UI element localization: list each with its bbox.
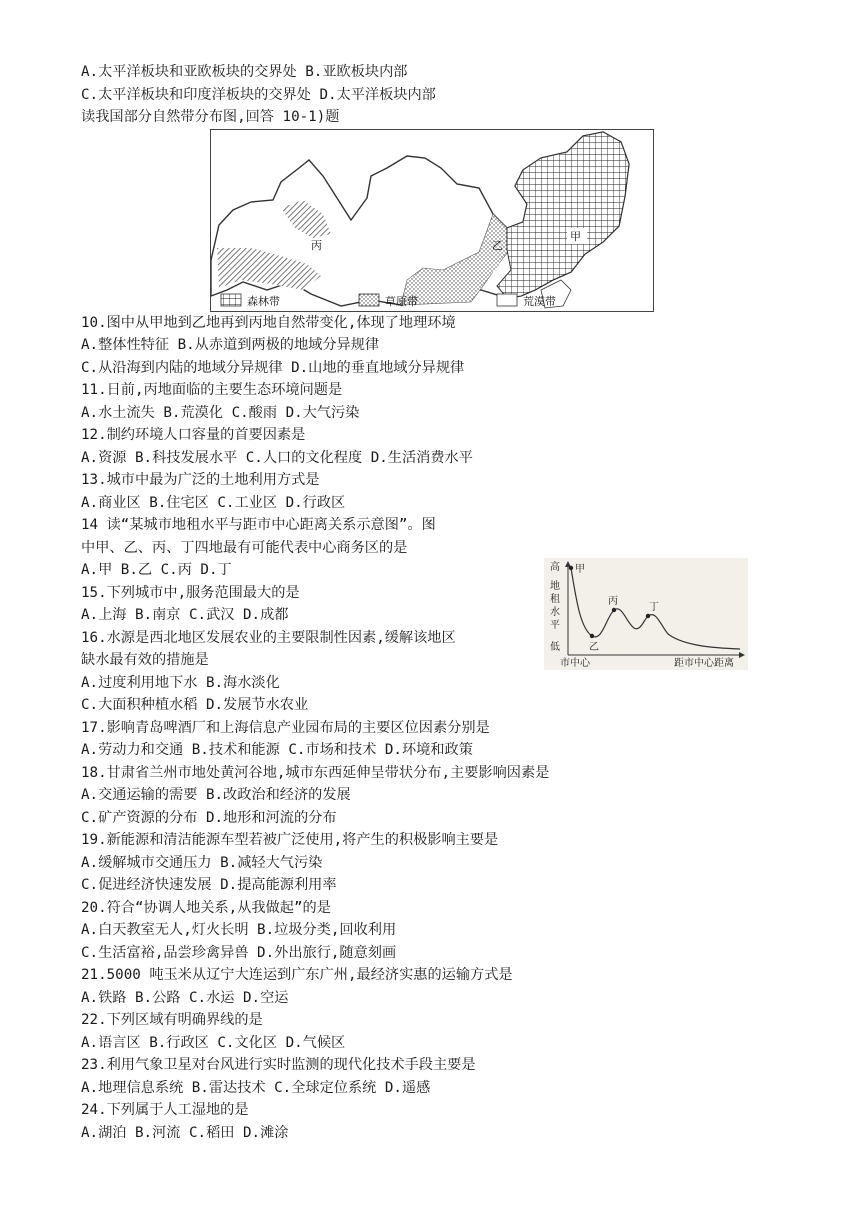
text-line: A.整体性特征 B.从赤道到两极的地域分异规律 (81, 337, 380, 353)
y-title-char: 租 (550, 594, 560, 605)
point-ding-label: 丁 (649, 602, 659, 613)
text-line: 14 读“某城市地租水平与距市中心距离关系示意图”。图 (81, 517, 436, 533)
text-line: 读我国部分自然带分布图,回答 10-1)题 (81, 109, 340, 125)
text-line: 缺水最有效的措施是 (81, 652, 209, 668)
text-line: A.过度利用地下水 B.海水淡化 (81, 675, 280, 691)
label-jia: 甲 (570, 230, 581, 243)
y-low-label: 低 (550, 642, 560, 653)
point-jia (569, 566, 573, 570)
text-line: C.大面积种植水稻 D.发展节水农业 (81, 697, 309, 713)
point-jia-label: 甲 (575, 564, 585, 575)
text-line: 22.下列区域有明确界线的是 (81, 1012, 263, 1028)
x-end-label: 距市中心距离 (674, 658, 734, 669)
text-line: 16.水源是西北地区发展农业的主要限制性因素,缓解该地区 (81, 630, 456, 646)
text-line: 15.下列城市中,服务范围最大的是 (81, 585, 300, 601)
text-line: A.上海 B.南京 C.武汉 D.成都 (81, 607, 289, 623)
map-legend (221, 294, 556, 308)
legend-desert: 荒漠带 (523, 295, 556, 308)
land-rent-diagram (544, 558, 748, 670)
text-line: A.劳动力和交通 B.技术和能源 C.市场和技术 D.环境和政策 (81, 742, 473, 758)
text-line: A.地理信息系统 B.雷达技术 C.全球定位系统 D.遥感 (81, 1080, 431, 1096)
point-ding (646, 614, 650, 618)
text-line: A.资源 B.科技发展水平 C.人口的文化程度 D.生活消费水平 (81, 450, 473, 466)
text-line: A.语言区 B.行政区 C.文化区 D.气候区 (81, 1035, 346, 1051)
text-line: A.铁路 B.公路 C.水运 D.空运 (81, 990, 289, 1006)
point-yi (590, 634, 594, 638)
text-line: 11.日前,丙地面临的主要生态环境问题是 (81, 382, 343, 398)
text-line: 17.影响青岛啤酒厂和上海信息产业园布局的主要区位因素分别是 (81, 720, 490, 736)
text-line: C.生活富裕,品尝珍禽异兽 D.外出旅行,随意刻画 (81, 945, 397, 961)
text-line: 中甲、乙、丙、丁四地最有可能代表中心商务区的是 (81, 540, 408, 556)
text-line: 20.符合“协调人地关系,从我做起”的是 (81, 900, 331, 916)
text-line: 23.利用气象卫星对台风进行实时监测的现代化技术手段主要是 (81, 1057, 476, 1073)
x-origin-label: 市中心 (560, 658, 590, 669)
text-line: A.水土流失 B.荒漠化 C.酸雨 D.大气污染 (81, 405, 360, 421)
label-bing: 丙 (311, 239, 322, 252)
text-line: A.甲 B.乙 C.丙 D.丁 (81, 562, 232, 578)
point-yi-label: 乙 (589, 642, 599, 653)
text-line: C.促进经济快速发展 D.提高能源利用率 (81, 877, 337, 893)
point-bing-label: 丙 (608, 596, 618, 607)
text-line: 19.新能源和清洁能源车型若被广泛使用,将产生的积极影响主要是 (81, 832, 499, 848)
text-line: A.缓解城市交通压力 B.减轻大气污染 (81, 855, 323, 871)
text-line: 12.制约环境人口容量的首要因素是 (81, 427, 306, 443)
legend-forest: 森林带 (247, 295, 280, 308)
text-line: A.商业区 B.住宅区 C.工业区 D.行政区 (81, 495, 346, 511)
text-line: 10.图中从甲地到乙地再到丙地自然带变化,体现了地理环境 (81, 315, 456, 331)
text-line: 13.城市中最为广泛的土地利用方式是 (81, 472, 320, 488)
y-title-char: 水 (550, 607, 560, 618)
legend-grassland: 草原带 (385, 295, 418, 308)
text-line: A.白天教室无人,灯火长明 B.垃圾分类,回收利用 (81, 922, 397, 938)
y-title-char: 地 (550, 581, 560, 592)
text-line: C.矿产资源的分布 D.地形和河流的分布 (81, 810, 337, 826)
text-line: 21.5000 吨玉米从辽宁大连运到广东广州,最经济实惠的运输方式是 (81, 967, 513, 983)
natural-zone-map (210, 129, 654, 312)
text-line: C.太平洋板块和印度洋板块的交界处 D.太平洋板块内部 (81, 87, 436, 103)
text-line: A.交通运输的需要 B.改政治和经济的发展 (81, 787, 351, 803)
point-bing (612, 608, 616, 612)
text-line: A.湖泊 B.河流 C.稻田 D.滩涂 (81, 1125, 289, 1141)
y-high-label: 高 (550, 562, 560, 573)
text-line: A.太平洋板块和亚欧板块的交界处 B.亚欧板块内部 (81, 64, 408, 80)
y-title-char: 平 (550, 620, 560, 631)
text-line: 18.甘肃省兰州市地处黄河谷地,城市东西延伸呈带状分布,主要影响因素是 (81, 765, 550, 781)
text-line: C.从沿海到内陆的地域分异规律 D.山地的垂直地域分异规律 (81, 360, 465, 376)
label-yi: 乙 (492, 239, 503, 252)
text-line: 24.下列属于人工湿地的是 (81, 1102, 249, 1118)
